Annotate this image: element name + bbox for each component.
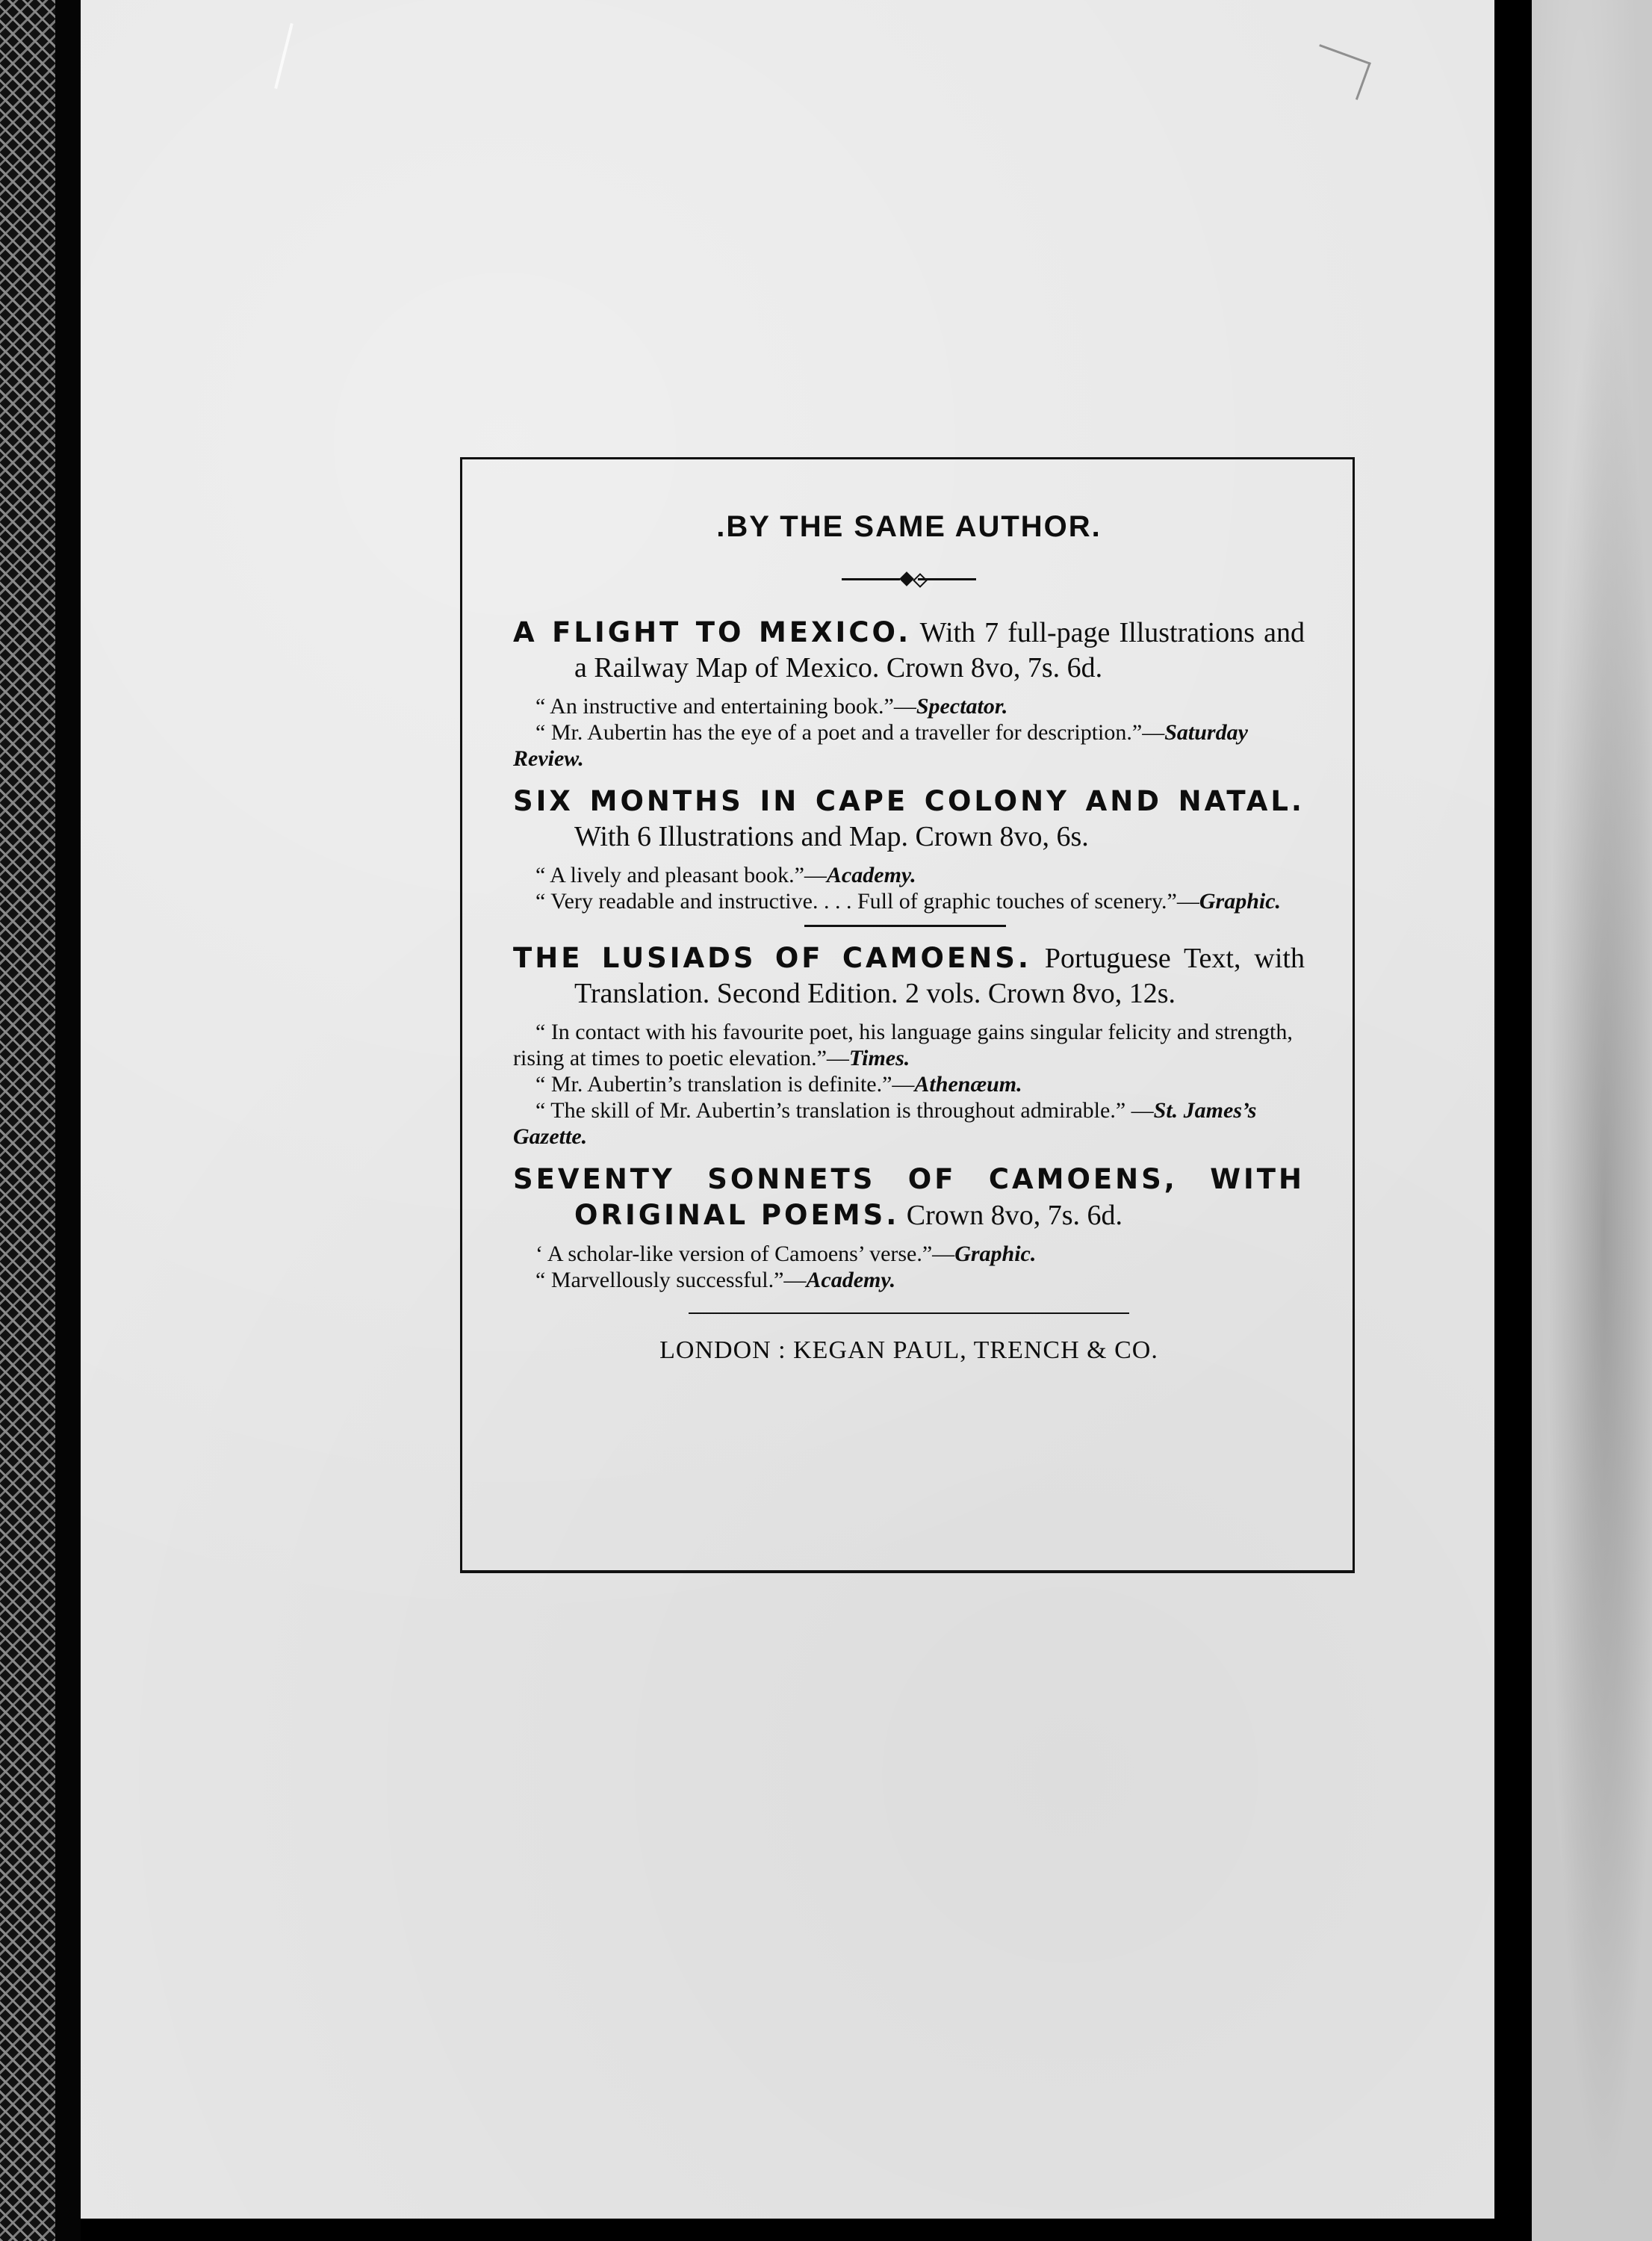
section-rule [804, 925, 1006, 927]
book-binding [0, 0, 55, 2241]
advertisement-box [460, 457, 1355, 1573]
review-source: Athenæum. [914, 1072, 1022, 1097]
review-source: Times. [848, 1046, 910, 1070]
book-details: Portuguese Text, with Translation. Second Edition. 2 vols. Crown 8vo, 12s. [574, 943, 1305, 1009]
book-entry [513, 940, 1305, 1150]
review-source: Spectator. [916, 694, 1008, 719]
footer-rule [689, 1312, 1129, 1314]
review-quote: “ Marvellously successful.”—Academy. [535, 1268, 896, 1292]
advertisement-heading: .BY THE SAME AUTHOR. [716, 510, 1102, 543]
book-entry [513, 1162, 1305, 1293]
review-source: St. James’s Gazette. [513, 1098, 1257, 1149]
review-source: Graphic. [954, 1242, 1037, 1266]
review-quote: ‘ A scholar-like version of Camoens’ verse.”—Graphic. [535, 1242, 1037, 1266]
book-details: With 7 full-page Illustrations and a Railway Map of Mexico. Crown 8vo, 7s. 6d. [574, 617, 1305, 684]
book-details: Crown 8vo, 7s. 6d. [906, 1200, 1123, 1231]
book-title: SIX MONTHS IN CAPE COLONY AND NATAL. [513, 785, 1305, 817]
review-quote: “ Mr. Aubertin’s translation is definite.”—Athenæum. [535, 1072, 1022, 1097]
binding-edge [55, 0, 81, 2241]
book-title: SEVENTY SONNETS OF CAMOENS, WITH ORIGINAL POEMS. [513, 1163, 1305, 1231]
scan-mark [1306, 44, 1371, 100]
review-quote: “ Mr. Aubertin has the eye of a poet and a traveller for description.”—Saturday Review. [513, 720, 1248, 771]
book-title: A FLIGHT TO MEXICO. [513, 616, 912, 648]
review-quote: “ In contact with his favourite poet, his language gains singular felicity and strength, rising at times to poetic elevation.”—Times. [513, 1020, 1293, 1070]
book-entry [513, 615, 1305, 772]
review-source: Academy. [806, 1268, 896, 1292]
facing-page-edge [1532, 0, 1652, 2241]
book-details: With 6 Illustrations and Map. Crown 8vo, 6s. [574, 821, 1089, 852]
book-entry [513, 784, 1305, 914]
ornament-divider [842, 571, 976, 586]
review-source: Academy. [826, 863, 916, 887]
review-quote: “ A lively and pleasant book.”—Academy. [535, 863, 916, 887]
review-quote: “ Very readable and instructive. . . . Full of graphic touches of scenery.”—Graphic. [535, 889, 1282, 914]
page-gutter [1494, 0, 1532, 2241]
review-source: Saturday Review. [513, 720, 1248, 771]
review-source: Graphic. [1199, 889, 1282, 914]
publisher-imprint: LONDON : KEGAN PAUL, TRENCH & CO. [659, 1336, 1158, 1364]
review-quote: “ The skill of Mr. Aubertin’s translation is throughout admirable.” —St. James’s Gazette. [513, 1098, 1257, 1149]
review-quote: “ An instructive and entertaining book.”—Spectator. [535, 694, 1008, 719]
scan-scratch [274, 23, 294, 89]
book-title: THE LUSIADS OF CAMOENS. [513, 942, 1031, 974]
